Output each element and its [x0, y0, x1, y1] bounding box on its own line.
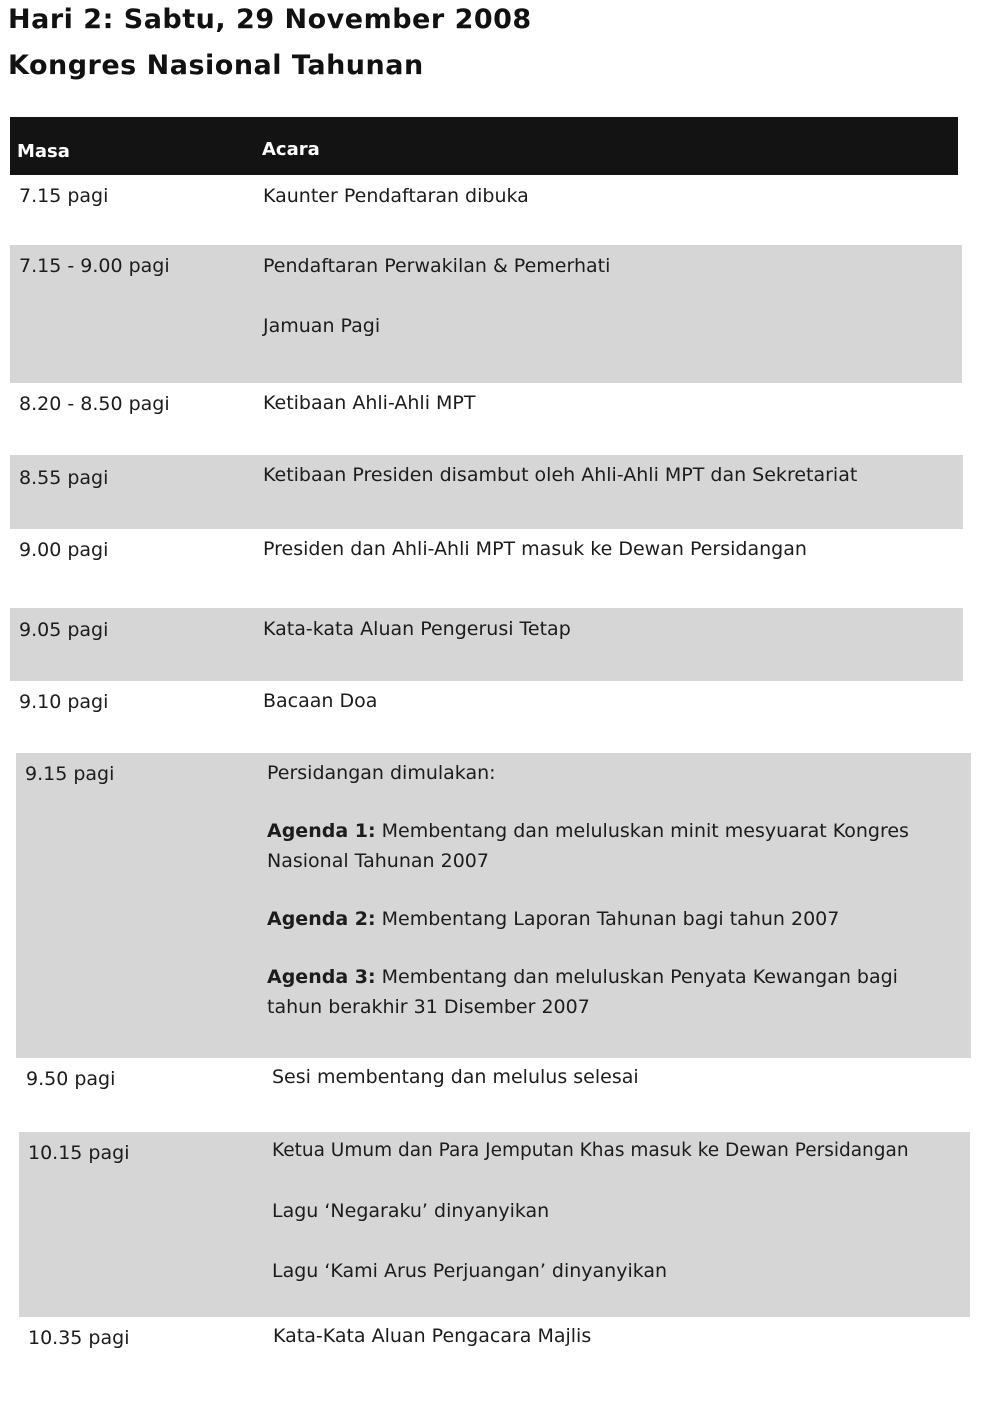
row-time: 9.05 pagi — [19, 619, 109, 641]
event-text: Ketibaan Presiden disambut oleh Ahli-Ahli MPT dan Sekretariat — [263, 464, 858, 486]
agenda-text: Membentang Laporan Tahunan bagi tahun 2007 — [381, 908, 840, 930]
row-time: 7.15 - 9.00 pagi — [19, 255, 170, 277]
row-time: 9.00 pagi — [19, 539, 109, 561]
agenda-label: Agenda 1: — [267, 820, 376, 842]
row-time: 9.15 pagi — [25, 763, 115, 785]
table-row — [10, 175, 960, 245]
agenda-text: Membentang dan meluluskan minit mesyuarat Kongres Nasional Tahunan 2007 — [267, 820, 909, 872]
row-event — [273, 1321, 962, 1351]
page-title: Hari 2: Sabtu, 29 November 2008 — [8, 4, 532, 35]
row-time: 10.15 pagi — [28, 1142, 130, 1164]
table-row — [10, 1317, 968, 1377]
agenda-item — [267, 962, 965, 1022]
row-time: 7.15 pagi — [19, 185, 109, 207]
event-text: Lagu ‘Kami Arus Perjuangan’ dinyanyikan — [272, 1260, 668, 1282]
row-event — [263, 460, 957, 490]
row-event — [263, 534, 957, 564]
agenda-label: Agenda 2: — [267, 908, 376, 930]
event-text: Kaunter Pendaftaran dibuka — [263, 185, 529, 207]
row-time: 10.35 pagi — [28, 1327, 130, 1349]
agenda-item — [267, 816, 965, 876]
table-row — [10, 245, 962, 383]
table-row — [10, 1058, 968, 1132]
row-event — [263, 251, 956, 341]
column-header-acara: Acara — [262, 139, 320, 160]
event-text: Pendaftaran Perwakilan & Pemerhati — [263, 255, 611, 277]
event-text: Sesi membentang dan melulus selesai — [272, 1066, 639, 1088]
table-row — [19, 1132, 970, 1317]
page-subtitle: Kongres Nasional Tahunan — [8, 50, 424, 81]
column-header-masa: Masa — [17, 141, 70, 162]
event-text: Jamuan Pagi — [263, 315, 381, 337]
table-header — [10, 117, 958, 175]
event-text: Ketibaan Ahli-Ahli MPT — [263, 392, 476, 414]
event-text: Kata-Kata Aluan Pengacara Majlis — [273, 1325, 592, 1347]
row-event — [272, 1062, 962, 1092]
row-time: 8.55 pagi — [19, 467, 109, 489]
row-event — [263, 614, 957, 644]
row-time: 9.50 pagi — [26, 1068, 116, 1090]
row-event — [267, 758, 965, 1022]
agenda-label: Agenda 3: — [267, 966, 376, 988]
table-row — [10, 455, 963, 529]
row-event — [272, 1136, 970, 1286]
table-row — [10, 608, 963, 681]
event-text: Presiden dan Ahli-Ahli MPT masuk ke Dewan Persidangan — [263, 538, 807, 560]
row-event — [263, 388, 956, 418]
event-text: Lagu ‘Negaraku’ dinyanyikan — [272, 1200, 550, 1222]
table-row — [10, 681, 965, 753]
event-intro: Persidangan dimulakan: — [267, 762, 496, 784]
schedule-table — [10, 117, 968, 1377]
event-text: Ketua Umum dan Para Jemputan Khas masuk ke Dewan Persidangan — [272, 1140, 909, 1161]
event-text: Bacaan Doa — [263, 690, 378, 712]
agenda-text: Membentang dan meluluskan Penyata Kewangan bagi tahun berakhir 31 Disember 2007 — [267, 966, 898, 1018]
agenda-item — [267, 904, 965, 934]
row-event — [263, 181, 954, 211]
table-row — [16, 753, 971, 1058]
table-row — [10, 529, 963, 608]
table-row — [10, 383, 962, 455]
event-text: Kata-kata Aluan Pengerusi Tetap — [263, 618, 571, 640]
row-event — [263, 686, 959, 716]
row-time: 8.20 - 8.50 pagi — [19, 393, 170, 415]
row-time: 9.10 pagi — [19, 691, 109, 713]
